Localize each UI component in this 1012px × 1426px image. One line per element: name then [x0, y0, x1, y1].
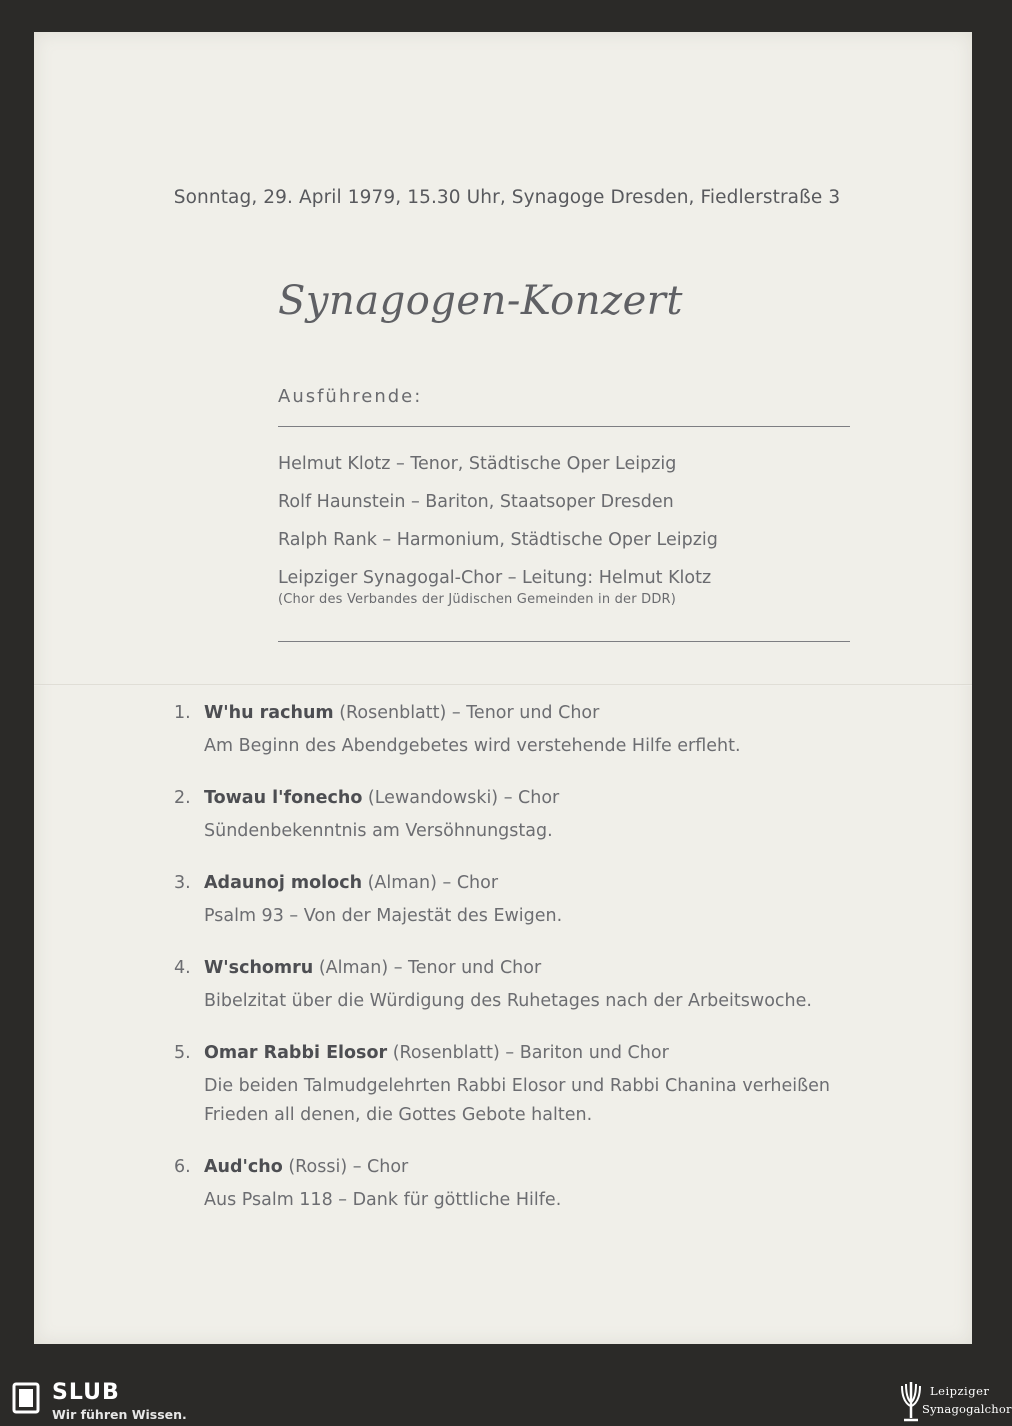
performer-item: Ralph Rank – Harmonium, Städtische Oper Leipzig — [278, 530, 718, 550]
program-heading — [204, 1152, 864, 1182]
program-body — [204, 1038, 864, 1130]
program-number: 6. — [174, 1157, 191, 1177]
program-body — [204, 868, 864, 931]
program-detail: (Lewandowski) – Chor — [362, 788, 560, 808]
slub-name[interactable]: SLUB — [52, 1380, 120, 1405]
program-item — [174, 1152, 864, 1215]
program-description: Psalm 93 – Von der Majestät des Ewigen. — [204, 906, 563, 926]
program-heading — [204, 1038, 864, 1068]
program-body — [204, 1152, 864, 1215]
performers-heading: Ausführende: — [278, 386, 423, 407]
program-item — [174, 698, 864, 761]
program-heading — [204, 868, 864, 898]
document-title: Synagogen-Konzert — [278, 278, 683, 324]
program-detail: (Rosenblatt) – Tenor und Chor — [333, 703, 600, 723]
program-number: 2. — [174, 788, 191, 808]
program-number: 1. — [174, 703, 191, 723]
program-detail: (Alman) – Chor — [362, 873, 499, 893]
program-title: W'schomru — [204, 958, 314, 978]
menorah-icon — [896, 1378, 926, 1424]
program-heading — [204, 783, 864, 813]
performer-item: Leipziger Synagogal-Chor – Leitung: Helmut Klotz — [278, 568, 712, 588]
program-number: 4. — [174, 958, 191, 978]
program-item — [174, 868, 864, 931]
program-body — [204, 783, 864, 846]
program-detail: (Rossi) – Chor — [282, 1157, 409, 1177]
program-detail: (Rosenblatt) – Bariton und Chor — [387, 1043, 669, 1063]
program-description: Am Beginn des Abendgebetes wird verstehende Hilfe erfleht. — [204, 736, 741, 756]
program-title: W'hu rachum — [204, 703, 334, 723]
choir-name-line2: Synagogalchor — [922, 1402, 1012, 1416]
program-heading — [204, 698, 864, 728]
performers-list — [278, 450, 858, 608]
document-page — [34, 32, 972, 1344]
program-title: Omar Rabbi Elosor — [204, 1043, 388, 1063]
program-number: 3. — [174, 873, 191, 893]
performer-item: Helmut Klotz – Tenor, Städtische Oper Leipzig — [278, 454, 677, 474]
slub-tagline: Wir führen Wissen. — [52, 1407, 187, 1422]
program-list — [174, 698, 864, 1237]
performer-note: (Chor des Verbandes der Jüdischen Gemeinden in der DDR) — [278, 592, 677, 607]
program-number: 5. — [174, 1043, 191, 1063]
program-detail: (Alman) – Tenor und Chor — [313, 958, 542, 978]
program-description: Sündenbekenntnis am Versöhnungstag. — [204, 821, 553, 841]
program-description: Die beiden Talmudgelehrten Rabbi Elosor und Rabbi Chanina verheißen Frieden all denen, die Gottes Gebote halten. — [204, 1076, 830, 1125]
program-description: Bibelzitat über die Würdigung des Ruhetages nach der Arbeitswoche. — [204, 991, 812, 1011]
program-item — [174, 783, 864, 846]
event-date-location: Sonntag, 29. April 1979, 15.30 Uhr, Synagoge Dresden, Fiedlerstraße 3 — [173, 187, 841, 208]
program-body — [204, 953, 864, 1016]
program-heading — [204, 953, 864, 983]
program-title: Aud'cho — [204, 1157, 283, 1177]
divider-top — [278, 426, 850, 427]
performer-item: Rolf Haunstein – Bariton, Staatsoper Dresden — [278, 492, 674, 512]
slub-logo-icon[interactable] — [12, 1382, 40, 1414]
program-title: Adaunoj moloch — [204, 873, 363, 893]
program-title: Towau l'fonecho — [204, 788, 363, 808]
choir-name-line1: Leipziger — [930, 1384, 990, 1398]
program-description: Aus Psalm 118 – Dank für göttliche Hilfe. — [204, 1190, 562, 1210]
program-body — [204, 698, 864, 761]
program-item — [174, 1038, 864, 1130]
footer-bar — [0, 1376, 1012, 1426]
paper-fold-line — [34, 684, 972, 686]
program-item — [174, 953, 864, 1016]
divider-bottom — [278, 641, 850, 642]
